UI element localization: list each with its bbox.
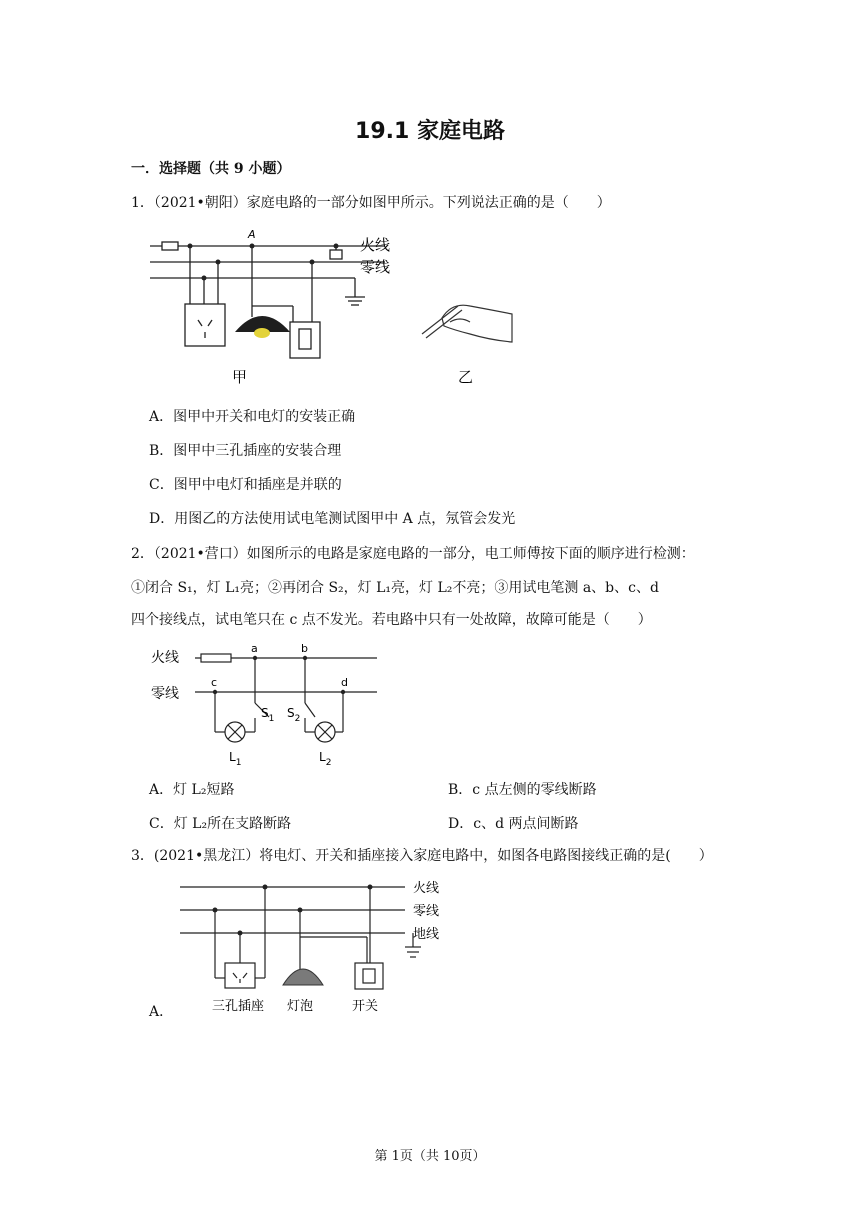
figure-label-yi: 乙	[458, 368, 474, 386]
q3-live-label: 火线	[413, 881, 440, 896]
socket-label: 三孔插座	[212, 999, 265, 1014]
q1-option-d[interactable]: D．用图乙的方法使用试电笔测试图甲中 A 点，氖管会发光	[149, 511, 516, 527]
question-2-figure	[145, 635, 385, 770]
q2-live-label: 火线	[151, 650, 179, 666]
hand-tester-icon	[422, 305, 512, 342]
page-footer: 第 1页（共 10页）	[374, 1149, 486, 1164]
figure-label-jia: 甲	[232, 368, 248, 386]
lamp-l2-label: $L_2$	[319, 750, 332, 768]
question-3-figure	[175, 875, 455, 1020]
point-b-label: b	[301, 642, 308, 655]
q2-option-c[interactable]: C．灯 L₂所在支路断路	[149, 816, 292, 832]
question-1-text: 1．（2021•朝阳）家庭电路的一部分如图甲所示。下列说法正确的是（ ）	[131, 195, 611, 211]
q3-ground-label: 地线	[413, 927, 440, 942]
bulb-label: 灯泡	[287, 999, 314, 1014]
question-2-line-1: 2．（2021•营口）如图所示的电路是家庭电路的一部分，电工师傅按下面的顺序进行检测：	[131, 546, 695, 562]
section-heading: 一．选择题（共 9 小题）	[131, 161, 291, 177]
q3-option-a[interactable]: A．	[149, 1004, 174, 1020]
q3-neutral-label: 零线	[413, 904, 440, 919]
q2-option-d[interactable]: D．c、d 两点间断路	[448, 816, 579, 832]
q2-option-a[interactable]: A．灯 L₂短路	[149, 782, 235, 798]
point-a-label: A	[248, 228, 256, 241]
lamp-l1-label: $L_1$	[229, 750, 242, 768]
neutral-wire-label: 零线	[360, 258, 391, 276]
switch-s2-label: $S_2$	[287, 706, 301, 724]
question-2-line-2: ①闭合 S₁，灯 L₁亮；②再闭合 S₂，灯 L₁亮，灯 L₂不亮；③用试电笔测 a、b、c、d	[131, 580, 659, 596]
question-3-text: 3．(2021•黑龙江）将电灯、开关和插座接入家庭电路中，如图各电路图接线正确的是( ）	[131, 848, 713, 864]
question-2-line-3: 四个接线点，试电笔只在 c 点不发光。若电路中只有一处故障，故障可能是（ ）	[131, 612, 652, 628]
point-c-label: c	[211, 676, 218, 689]
q1-option-b[interactable]: B．图甲中三孔插座的安装合理	[149, 443, 342, 459]
q1-option-a[interactable]: A．图甲中开关和电灯的安装正确	[149, 409, 356, 425]
switch-s1-label: $S_1$	[261, 706, 275, 724]
point-a-label: a	[251, 642, 258, 655]
point-d-label: d	[341, 676, 348, 689]
live-wire-label: 火线	[360, 236, 391, 254]
page-title: 19.1 家庭电路	[355, 119, 505, 144]
switch-label: 开关	[352, 999, 379, 1014]
q2-neutral-label: 零线	[151, 686, 179, 702]
q1-option-c[interactable]: C．图甲中电灯和插座是并联的	[149, 477, 342, 493]
question-1-figure	[140, 222, 520, 387]
q2-option-b[interactable]: B．c 点左侧的零线断路	[448, 782, 597, 798]
